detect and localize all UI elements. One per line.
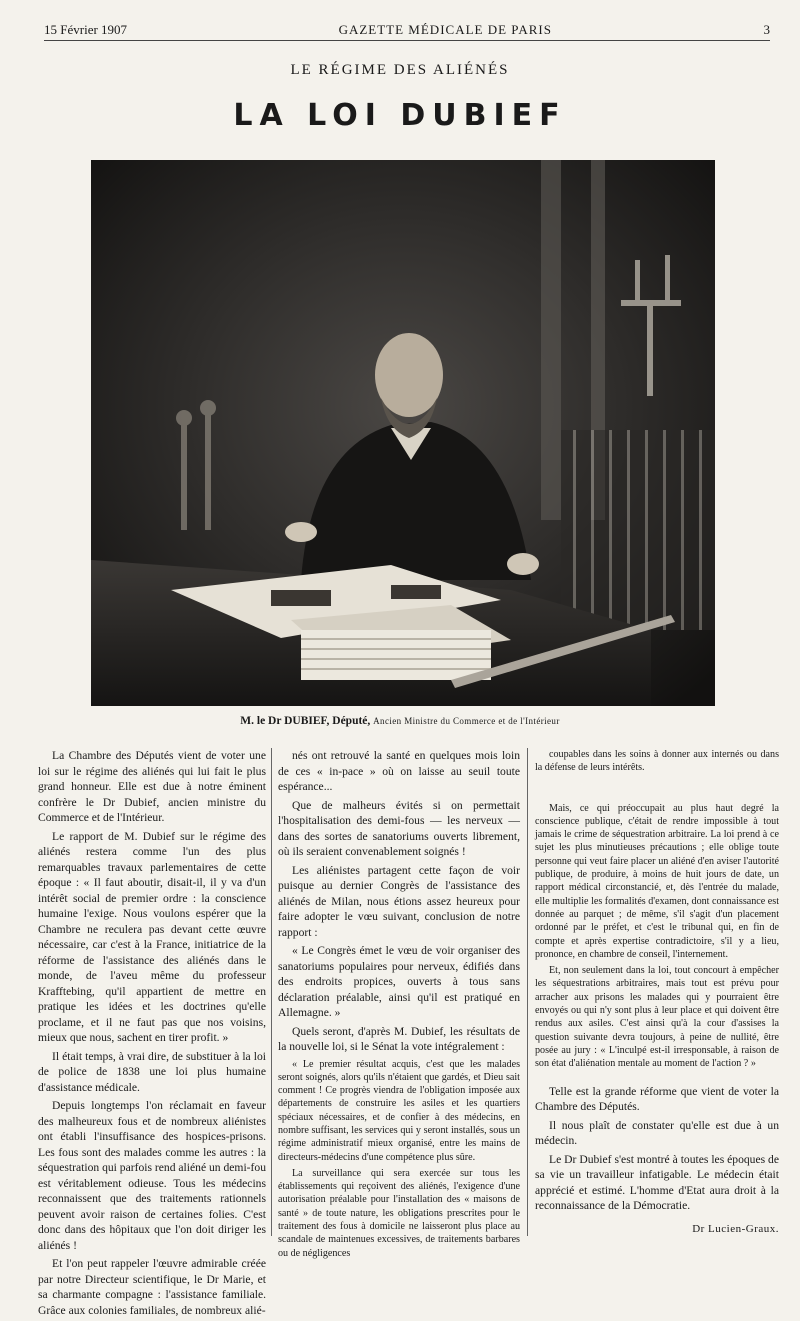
quoted-paragraph: « Le premier résultat acquis, c'est que les malades seront soignés, alors qu'ils n'étaient que gardés, et Dieu sait comment ! Ce progrès viendra de l'obligation imposée aux départements de construire les asiles et les quartiers spéciaux nécessaires, et de confier à des médecins, en nombre suffisant, les services qui y seront installés, sous un régime administratif mieux organisé, entre les mains de directeurs-médecins d'une compétence plus sûre. [278, 1058, 520, 1163]
paragraph: « Le Congrès émet le vœu de voir organiser des sanatoriums populaires pour nerveux, édifiés dans des endroits propices, ouverts à tous sans déclaration préalable, ainsi qu'il est pratiqué en Allemagne. » [278, 944, 520, 1019]
quoted-paragraph: Mais, ce qui préoccupait au plus haut degré la conscience publique, c'était de rendre impossible à tout jamais le crime de séquestration arbitraire. La loi prend à ce sujet les plus minutieuses précautions ; elle oblige toute personne qui veut faire placer un aliéné d'en aviser l'autorité publique, de produire, à moins de huit jours de date, un rapport médical circonstancié, et, dès l'entrée du malade, elle multiplie les formalités d'examen, dont connaissance est donnée au parquet ; de même, s'il s'agit d'un placement ordonné par le préfet, et c'est le tribunal qui, en fin de compte et après expertise contradictoire, s'il y a lieu, prononce, en chambre de conseil, l'internement. [535, 802, 779, 960]
paragraph: Il nous plaît de constater qu'elle est due à un médecin. [535, 1118, 779, 1148]
issue-date: 15 Février 1907 [44, 22, 128, 37]
column-3 [535, 748, 779, 1237]
article-title: LA LOI DUBIEF [233, 98, 567, 133]
paragraph: Et l'on peut rappeler l'œuvre admirable créée par notre Directeur scientifique, le Dr Marie, et sa charmante compagne : l'assistance familiale. Grâce aux colonies familiales, de nombreux alié- [38, 1257, 266, 1317]
paragraph: Depuis longtemps l'on réclamait en faveur des malheureux fous et de nombreux aliénistes ont établi l'insuffisance des hospices-prisons. Les fous sont des malades comme les autres : la séquestration qui parfois rend aliéné un demi-fou est véritablement odieuse. Tous les médecins reconnaissent que des traitements rationnels peuvent avoir raison de certaines folies. C'est donc dans des hôpitaux que l'on doit diriger les aliénés ! [38, 1099, 266, 1252]
paragraph: Quels seront, d'après M. Dubief, les résultats de la nouvelle loi, si le Sénat la vote intégralement : [278, 1024, 520, 1053]
paragraph: nés ont retrouvé la santé en quelques mois loin de ces « in-pace » où on laisse au seuil toute espérance... [278, 749, 520, 793]
running-head [44, 20, 770, 41]
quoted-paragraph: Et, non seulement dans la loi, tout concourt à empêcher les séquestrations arbitraires, mais tout est prévu pour arracher aux prisons les malades qui y pourraient être envoyés ou qui n'y sont plus à leur place et qui doivent être rendus aux asiles. C'est ainsi qu'à la cour d'assises la question suivante devra toujours, à peine de nullité, être posée au jury : « L'inculpé est-il irresponsable, à raison de son état d'aliénation mentale au moment de l'action ? » [535, 965, 779, 1070]
column-rule [271, 748, 272, 1236]
section-kicker: LE RÉGIME DES ALIÉNÉS [290, 62, 510, 78]
spacer [535, 1074, 779, 1084]
spacer [535, 778, 779, 802]
author-signature: Dr Lucien-Graux. [692, 1222, 779, 1235]
paragraph: Telle est la grande réforme que vient de voter la Chambre des Députés. [535, 1084, 779, 1114]
paragraph: Que de malheurs évités si on permettait l'hospitalisation des demi-fous — les nerveux — dans des sortes de sanatoriums ouverts librement, où ils seraient convenablement soignés ! [278, 798, 520, 858]
portrait-photo [91, 160, 715, 706]
paragraph: Le rapport de M. Dubief sur le régime des aliénés restera comme l'un des plus remarquables travaux parlementaires de cette époque : « Il faut aboutir, disait-il, il y va d'un intérêt social de premier ordre : la conscience humaine l'exige. Nous voulons espérer que la Chambre ne reculera pas devant cette œuvre nécessaire, car c'est à la France, initiatrice de la réforme de l'assistance des aliénés dans le monde, de l'aveu même du professeur Krafftebing, qu'il appartient de mettre en pratique les idées et les doctrines qu'elle proclame, et il ne faut pas que nos voisins, mieux que nous, sachent en tirer profit. » [38, 829, 266, 1044]
column-2 [278, 748, 520, 1263]
journal-name: GAZETTE MÉDICALE DE PARIS [338, 22, 552, 37]
paragraph: Le Dr Dubief s'est montré à toutes les époques de sa vie un travailleur infatigable. Le médecin était apprécié et estimé. L'homme d'Etat aura droit à la reconnaissance de la Démocratie. [535, 1152, 779, 1213]
paragraph: Les aliénistes partagent cette façon de voir puisque au dernier Congrès de l'assistance des aliénés de Milan, nous étions assez heureux pour faire adopter le vœu suivant, conclusion de notre rapport : [278, 863, 520, 939]
paragraph: Il était temps, à vrai dire, de substituer à la loi de police de 1838 une loi plus humaine d'assistance médicale. [38, 1049, 266, 1094]
caption-role: Ancien Ministre du Commerce et de l'Intérieur [373, 716, 560, 726]
caption-name: M. le Dr DUBIEF, Député, [240, 715, 371, 727]
column-1 [38, 748, 266, 1321]
paragraph: La Chambre des Députés vient de voter une loi sur le régime des aliénés qui lui fait le plus grand honneur. Elle est due à notre éminent confrère le Dr Dubief, ancien ministre du Commerce et de l'Intérieur. [38, 749, 266, 824]
quoted-paragraph: La surveillance qui sera exercée sur tous les établissements qui reçoivent des aliénés, l'exigence d'une autorisation préalable pour l'installation des « maisons de santé » de toute nature, les obligations prescrites pour le traitement des fous à domicile ne laisseront plus place au scandale de maintenues excessives, de traitements barbares ou de négligences [278, 1167, 520, 1259]
quoted-paragraph: coupables dans les soins à donner aux internés ou dans la défense de leurs intérêts. [535, 749, 779, 774]
page-number: 3 [763, 22, 770, 37]
column-rule [527, 748, 528, 1236]
portrait-illustration [91, 160, 715, 706]
photo-caption [0, 715, 800, 727]
